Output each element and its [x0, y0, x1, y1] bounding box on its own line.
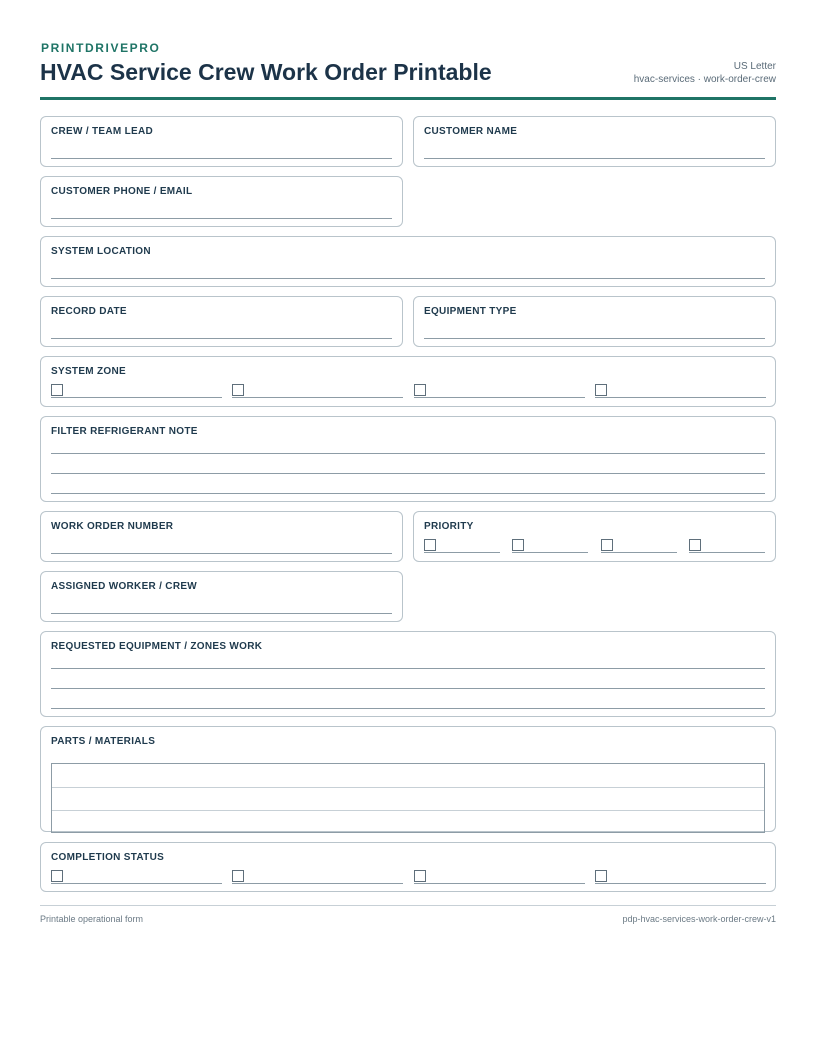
priority-option-4[interactable] [689, 539, 765, 553]
checkbox-icon[interactable] [51, 870, 63, 882]
system-zone-box [40, 356, 776, 407]
option-line [595, 883, 766, 884]
checkbox-icon[interactable] [689, 539, 701, 551]
assigned-worker-crew-label: ASSIGNED WORKER / CREW [51, 581, 198, 592]
option-line [414, 397, 585, 398]
option-line [232, 883, 403, 884]
assigned-worker-crew-line[interactable] [51, 613, 392, 614]
checkbox-icon[interactable] [414, 870, 426, 882]
filter-refrigerant-note-box [40, 416, 776, 502]
system-location-box [40, 236, 776, 287]
option-line [51, 883, 222, 884]
request-line-3[interactable] [51, 708, 765, 709]
system-zone-option-3[interactable] [414, 384, 585, 398]
customer-phone-email-line[interactable] [51, 218, 392, 219]
system-zone-option-2[interactable] [232, 384, 403, 398]
system-location-label: SYSTEM LOCATION [51, 246, 151, 257]
note-line-2[interactable] [51, 473, 765, 474]
table-row-divider [52, 787, 764, 788]
equipment-type-line[interactable] [424, 338, 765, 339]
system-location-line[interactable] [51, 278, 765, 279]
paper-size: US Letter [733, 61, 776, 72]
parts-materials-table[interactable] [51, 763, 765, 833]
footer-form-id: pdp-hvac-services-work-order-crew-v1 [622, 914, 776, 924]
requested-equipment-zones-work-label: REQUESTED EQUIPMENT / ZONES WORK [51, 641, 263, 652]
completion-status-box [40, 842, 776, 892]
equipment-type-box [413, 296, 776, 347]
customer-phone-email-box [40, 176, 403, 227]
work-order-number-line[interactable] [51, 553, 392, 554]
crew-team-lead-line[interactable] [51, 158, 392, 159]
customer-phone-email-label: CUSTOMER PHONE / EMAIL [51, 186, 193, 197]
checkbox-icon[interactable] [512, 539, 524, 551]
priority-label: PRIORITY [424, 521, 474, 532]
request-line-2[interactable] [51, 688, 765, 689]
checkbox-icon[interactable] [424, 539, 436, 551]
parts-materials-label: PARTS / MATERIALS [51, 736, 156, 747]
crew-team-lead-label: CREW / TEAM LEAD [51, 126, 154, 137]
completion-status-option-1[interactable] [51, 870, 222, 884]
customer-name-line[interactable] [424, 158, 765, 159]
option-line [424, 552, 500, 553]
completion-status-option-4[interactable] [595, 870, 766, 884]
system-zone-option-1[interactable] [51, 384, 222, 398]
note-line-1[interactable] [51, 453, 765, 454]
option-line [595, 397, 766, 398]
record-date-label: RECORD DATE [51, 306, 127, 317]
form-path: hvac-services · work-order-crew [633, 74, 776, 85]
system-zone-option-4[interactable] [595, 384, 766, 398]
assigned-worker-crew-box [40, 571, 403, 622]
record-date-box [40, 296, 403, 347]
footer-rule [40, 905, 776, 906]
checkbox-icon[interactable] [595, 870, 607, 882]
filter-refrigerant-note-label: FILTER REFRIGERANT NOTE [51, 426, 198, 437]
brand-name: PRINTDRIVEPRO [41, 41, 161, 55]
page-title: HVAC Service Crew Work Order Printable [40, 59, 492, 85]
option-line [689, 552, 765, 553]
priority-option-1[interactable] [424, 539, 500, 553]
checkbox-icon[interactable] [414, 384, 426, 396]
option-line [51, 397, 222, 398]
priority-option-2[interactable] [512, 539, 588, 553]
note-line-3[interactable] [51, 493, 765, 494]
priority-box [413, 511, 776, 562]
page-meta [634, 60, 776, 86]
checkbox-icon[interactable] [232, 384, 244, 396]
completion-status-option-2[interactable] [232, 870, 403, 884]
option-line [232, 397, 403, 398]
customer-name-label: CUSTOMER NAME [424, 126, 518, 137]
customer-name-box [413, 116, 776, 167]
parts-materials-box [40, 726, 776, 832]
crew-team-lead-box [40, 116, 403, 167]
completion-status-option-3[interactable] [414, 870, 585, 884]
priority-option-3[interactable] [601, 539, 677, 553]
option-line [512, 552, 588, 553]
requested-equipment-zones-work-box [40, 631, 776, 717]
checkbox-icon[interactable] [601, 539, 613, 551]
work-order-number-box [40, 511, 403, 562]
equipment-type-label: EQUIPMENT TYPE [424, 306, 517, 317]
work-order-number-label: WORK ORDER NUMBER [51, 521, 174, 532]
checkbox-icon[interactable] [232, 870, 244, 882]
system-zone-label: SYSTEM ZONE [51, 366, 126, 377]
completion-status-label: COMPLETION STATUS [51, 852, 165, 863]
record-date-line[interactable] [51, 338, 392, 339]
option-line [414, 883, 585, 884]
table-row-divider [52, 810, 764, 811]
checkbox-icon[interactable] [595, 384, 607, 396]
header-rule [40, 97, 776, 100]
option-line [601, 552, 677, 553]
footer-left-text: Printable operational form [40, 914, 144, 924]
request-line-1[interactable] [51, 668, 765, 669]
checkbox-icon[interactable] [51, 384, 63, 396]
